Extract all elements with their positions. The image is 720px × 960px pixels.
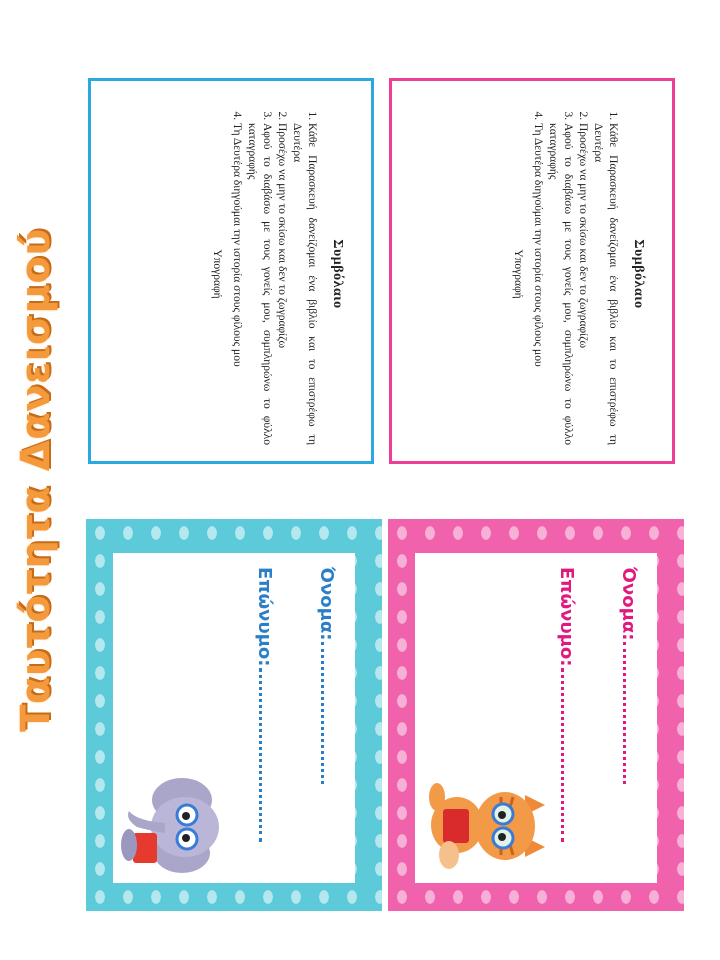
name-label: Όνομα: — [618, 567, 639, 641]
surname-dotted-line — [561, 668, 564, 842]
surname-label: Επώνυμο: — [556, 567, 577, 667]
id-card-inner-pink — [415, 553, 657, 883]
contract-heading: Συμβόλαιο — [330, 239, 345, 309]
id-card-content-blue — [113, 553, 355, 883]
surname-field[interactable] — [254, 567, 275, 842]
cat-reading-icon — [419, 775, 547, 875]
name-dotted-line — [623, 642, 626, 784]
name-field[interactable] — [618, 567, 639, 784]
contract-rule: 1. Κάθε Παρασκευή δανείζομαι ένα βιβλίο και το επιστρέφω τη Δευτέρα — [590, 123, 620, 445]
contract-content-blue — [97, 87, 371, 461]
contract-rule: 1. Κάθε Παρασκευή δανείζομαι ένα βιβλίο και το επιστρέφω τη Δευτέρα — [289, 123, 319, 445]
contract-rule: 3. Αφού το διαβάσω με τους γονείς μου, συμπληρώνω το φύλλο καταγραφής — [545, 123, 575, 445]
contract-rule: 3. Αφού το διαβάσω με τους γονείς μου, συμπληρώνω το φύλλο καταγραφής — [244, 123, 274, 445]
id-card-blue — [86, 519, 382, 911]
contract-panel-blue — [88, 78, 374, 464]
id-card-inner-blue — [113, 553, 355, 883]
id-card-content-pink — [415, 553, 657, 883]
contract-rules-list — [229, 87, 319, 461]
contract-rule: 2. Προσέχω να μην το σκίσω και δεν το ζωγραφίζω — [575, 123, 590, 445]
signature-label: Υπογραφή — [211, 249, 223, 299]
name-label: Όνομα: — [316, 567, 337, 641]
surname-dotted-line — [259, 668, 262, 842]
contract-rules-list — [530, 87, 620, 461]
surname-field[interactable] — [556, 567, 577, 842]
surname-label: Επώνυμο: — [254, 567, 275, 667]
page-title: Ταυτότητα Δανεισμού — [13, 228, 59, 732]
name-field[interactable] — [316, 567, 337, 784]
contract-rule: 2. Προσέχω να μην το σκίσω και δεν το ζωγραφίζω — [274, 123, 289, 445]
signature-label: Υπογραφή — [512, 249, 524, 299]
contract-panel-pink — [389, 78, 675, 464]
contract-content-pink — [398, 87, 672, 461]
id-card-pink — [388, 519, 684, 911]
contract-rule: 4. Τη Δευτέρα διηγούμαι την ιστορία στους φίλους μου — [229, 123, 244, 445]
contract-rule: 4. Τη Δευτέρα διηγούμαι την ιστορία στους φίλους μου — [530, 123, 545, 445]
contract-heading: Συμβόλαιο — [631, 239, 646, 309]
name-dotted-line — [321, 642, 324, 784]
elephant-reading-icon — [117, 775, 237, 875]
